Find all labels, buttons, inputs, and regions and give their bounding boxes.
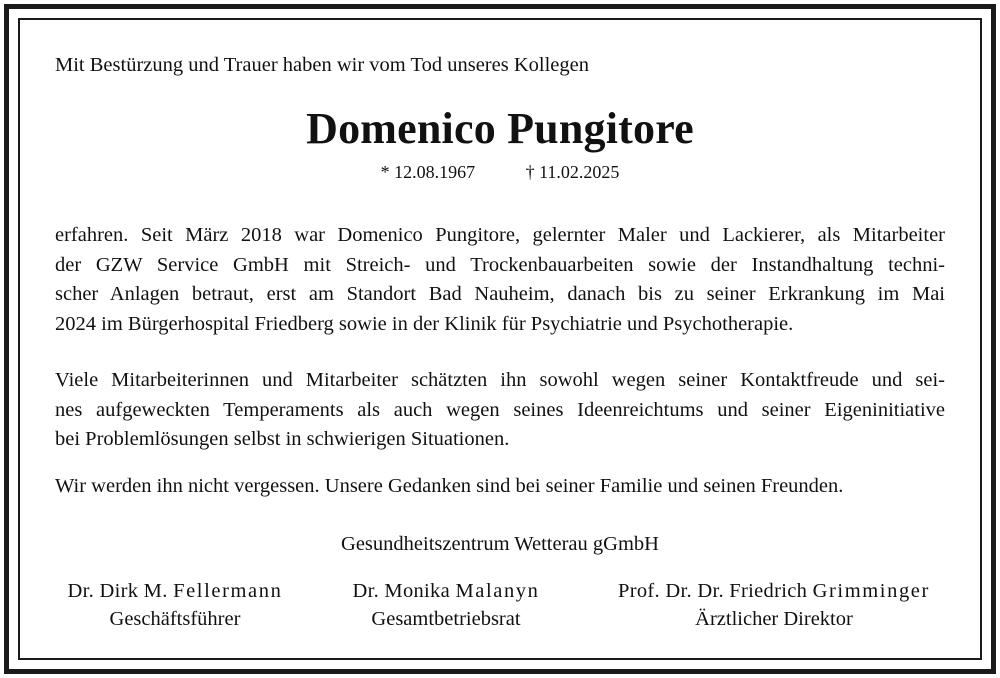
signatory-role: Ärztlicher Direktor xyxy=(695,608,853,630)
signatory-last-name: Malanyn xyxy=(455,580,540,602)
signatory-name xyxy=(330,577,562,605)
signatory-name xyxy=(598,577,950,605)
paragraph-appreciation xyxy=(55,366,945,455)
death-date: † 11.02.2025 xyxy=(525,162,620,182)
signatory-first-name: Dr. Dirk M. xyxy=(67,580,168,602)
text-line: bei Problemlösungen selbst in schwierigen Situationen. xyxy=(55,428,510,450)
organization-name: Gesundheitszentrum Wetterau gGmbH xyxy=(341,533,659,555)
signatory-first-name: Prof. Dr. Dr. Friedrich xyxy=(618,580,808,602)
intro-line: Mit Bestürzung und Trauer haben wir vom Tod unseres Kollegen xyxy=(55,54,589,76)
signatory-last-name: Grimminger xyxy=(812,580,930,602)
signatory-first-name: Dr. Monika xyxy=(352,580,450,602)
text-line: 2024 im Bürgerhospital Friedberg sowie in der Klinik für Psychiatrie und Psychotherapie. xyxy=(55,312,794,335)
text-line: nes aufgeweckten Temperaments als auch wegen seines Ideenreichtums und seiner Eigeninitiative xyxy=(55,398,945,421)
text-line: erfahren. Seit März 2018 war Domenico Pungitore, gelernter Maler und Lackierer, als Mitarbeiter xyxy=(55,224,945,246)
signatory-ceo xyxy=(55,577,295,633)
text-line: scher Anlagen betraut, erst am Standort Bad Nauheim, danach bis zu seiner Erkrankung im Mai xyxy=(55,283,945,305)
text-line: Viele Mitarbeiterinnen und Mitarbeiter schätzten ihn sowohl wegen seiner Kontaktfreude und sei- xyxy=(55,369,945,391)
birth-date: * 12.08.1967 xyxy=(380,162,476,182)
life-dates xyxy=(0,160,1000,184)
text-line: der GZW Service GmbH mit Streich- und Trockenbauarbeiten sowie der Instandhaltung techni- xyxy=(55,253,945,276)
signatory-last-name: Fellermann xyxy=(173,580,283,602)
paragraph-career xyxy=(55,221,945,339)
signatory-name xyxy=(55,577,295,605)
deceased-name: Domenico Pungitore xyxy=(306,104,694,153)
signatory-role: Geschäftsführer xyxy=(109,608,241,630)
signatory-works-council xyxy=(330,577,562,633)
paragraph-remembrance xyxy=(55,472,945,502)
text-line: Wir werden ihn nicht vergessen. Unsere Gedanken sind bei seiner Familie und seinen Freunden. xyxy=(55,475,844,497)
signatory-medical-director xyxy=(598,577,950,633)
signatory-role: Gesamtbetriebsrat xyxy=(371,608,521,630)
